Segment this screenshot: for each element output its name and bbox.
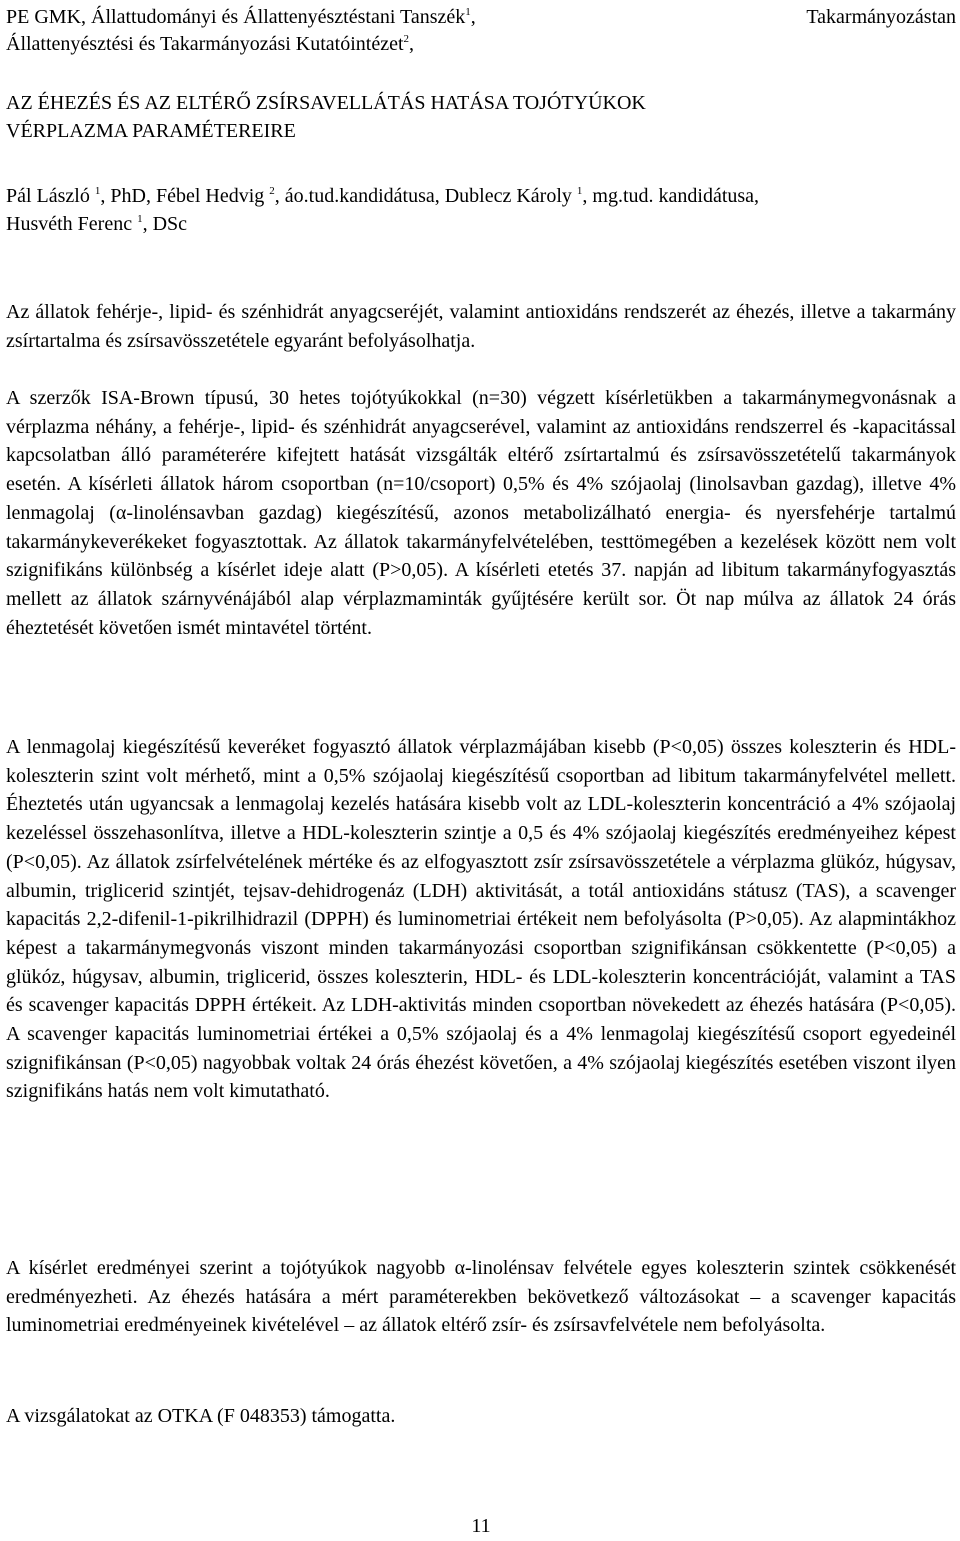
author-1-affiliation: 1 [94, 185, 101, 197]
paragraph-methods: A szerzők ISA-Brown típusú, 30 hetes tojótyúkokkal (n=30) végzett kísérletükben a takarmánymegvonásnak a vérplazma néhány, a fehérje-, lipid- és szénhidrát anyagcserével, valamint az antioxidáns rendszerrel és -kapacitással kapcsolatban álló paraméterére kifejtett hatását vizsgálták eltérő zsírtartalmú és zsírsavösszetételű takarmányok esetén. A kísérleti állatok három csoportban (n=10/csoport) 0,5% és 4% szójaolaj (linolsavban gazdag), illetve 4% lenmagolaj (α-linolénsavban gazdag) kiegészítésű, azonos metabolizálható energia- és nyersfehérje tartalmú takarmánykeverékeket fogyasztottak. Az állatok takarmányfelvételében, testtömegében a kezelések között nem volt szignifikáns különbség a kísérlet ideje alatt (P>0,05). A kísérleti etetés 37. napján ad libitum takarmányfogyasztás mellett az állatok szárnyvénájából alap vérplazmaminták gyűjtésére került sor. Öt nap múlva az állatok 24 órás éheztetését követően ismét mintavétel történt. [6, 387, 956, 639]
page-number: 11 [471, 1515, 491, 1537]
author-4-name: Husvéth Ferenc [6, 213, 138, 235]
author-3-title: , mg.tud. kandidátusa, [582, 185, 760, 207]
affiliation-line-2: Állattenyésztési és Takarmányozási Kutatóintézet$^2$, [6, 33, 415, 55]
author-list [6, 182, 956, 238]
title-line-1: AZ ÉHEZÉS ÉS AZ ELTÉRŐ ZSÍRSAVELLÁTÁS HATÁSA TOJÓTYÚKOK [6, 92, 646, 114]
author-1-title: , PhD, [100, 185, 156, 207]
affiliation-2-marker: 2 [403, 33, 410, 45]
paragraph-introduction: Az állatok fehérje-, lipid- és szénhidrát anyagcseréjét, valamint antioxidáns rendszerét az éhezés, illetve a takarmány zsírtartalma és zsírsavösszetétele egyaránt befolyásolhatja. [6, 301, 956, 352]
section-label: Takarmányozástan [806, 6, 956, 28]
author-2-affiliation: 2 [269, 185, 275, 197]
title-line-2: VÉRPLAZMA PARAMÉTEREIRE [6, 120, 296, 142]
author-2-title: , áo.tud.kandidátusa, [274, 185, 445, 207]
article-title [6, 89, 646, 145]
author-3-affiliation: 1 [576, 185, 583, 197]
author-1-name: Pál László [6, 185, 95, 207]
paragraph-conclusion: A kísérlet eredményei szerint a tojótyúkok nagyobb α-linolénsav felvétele egyes koleszterin szintek csökkenését eredményezheti. Az éhezés hatására a mért paraméterekben bekövetkező változásokat – a scavenger kapacitás luminometriai eredményeinek kivételével – az állatok eltérő zsír- és zsírsavfelvétele nem befolyásolta. [6, 1257, 956, 1337]
author-3-name: Dublecz Károly [444, 185, 577, 207]
affiliation-1-marker: 1 [465, 6, 471, 18]
affiliations [6, 4, 476, 58]
author-2-name: Fébel Hedvig [155, 185, 270, 207]
paragraph-results: A lenmagolaj kiegészítésű keveréket fogyasztó állatok vérplazmájában kisebb (P<0,05) összes koleszterin és HDL-koleszterin szint volt mérhető, mint a 0,5% szójaolaj kiegészítésű csoportban ad libitum takarmányfelvétel mellett. Éheztetés után ugyancsak a lenmagolaj kezelés hatására kisebb volt az LDL-koleszterin koncentráció a 4% szójaolaj kezeléssel összehasonlítva, illetve a HDL-koleszterin szintje a 0,5 és 4% szójaolaj kiegészítés eredményeihez képest (P<0,05). Az állatok zsírfelvételének mértéke és az elfogyasztott zsír zsírsavösszetétele a vérplazma glükóz, húgysav, albumin, triglicerid szintjét, tejsav-dehidrogenáz (LDH) aktivitását, a totál antioxidáns státusz (TAS), a scavenger kapacitás 2,2-difenil-1-pikrilhidrazil (DPPH) és luminometriai értékeit nem befolyásolta (P>0,05). Az alapmintákhoz képest a takarmánymegvonás viszont minden takarmányozási csoportban szignifikánsan csökkentette (P<0,05) a glükóz, húgysav, albumin, triglicerid, összes koleszterin, HDL- és LDL-koleszterin koncentrációját, valamint a TAS és scavenger kapacitás DPPH értékeit. Az LDH-aktivitás minden csoportban növekedett az éhezés hatására (P<0,05). A scavenger kapacitás luminometriai értékei a 0,5% szójaolaj és a 4% lenmagolaj kiegészítésű csoport egyedeinél szignifikánsan (P<0,05) nagyobbak voltak 24 órás éhezést követően, a 4% szójaolaj kiegészítés esetében viszont ilyen szignifikáns hatás nem volt kimutatható. [6, 736, 956, 1103]
author-4-affiliation: 1 [137, 213, 143, 225]
paragraph-acknowledgement: A vizsgálatokat az OTKA (F 048353) támogatta. [6, 1405, 396, 1427]
document-page [6, 0, 956, 1541]
affiliation-line-1: PE GMK, Állattudományi és Állattenyésztéstani Tanszék$^1$, [6, 6, 476, 28]
author-4-title: , DSc [142, 213, 188, 235]
